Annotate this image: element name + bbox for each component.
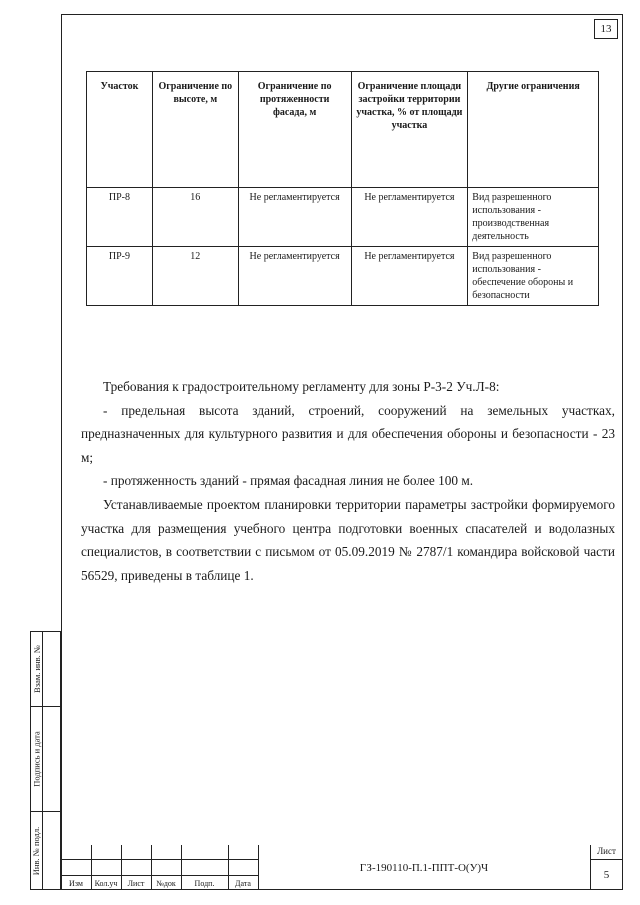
regulation-table <box>86 71 599 306</box>
header-plot: Участок <box>87 72 153 188</box>
paragraph: - протяженность зданий - прямая фасадная линия не более 100 м. <box>103 473 474 489</box>
top-page-number: 13 <box>594 19 618 39</box>
cell-area: Не регламентируется <box>351 247 468 306</box>
paragraph: Устанавливаемые проектом планировки территории параметры застройки формируемого участка для размещения учебного центра подготовки военных спасателей и водолазных специалистов, в соответствии с письмом от 05.09.2019 № 2787/1 командира войсковой части 56529, приведены в таблице 1. <box>81 496 615 583</box>
cell-area: Не регламентируется <box>351 188 468 247</box>
side-label-inv-original: Инв. № подл. <box>31 826 42 875</box>
side-label-signature-date: Подпись и дата <box>31 730 42 787</box>
side-stamp <box>30 631 61 890</box>
table-row <box>87 188 599 247</box>
stamp-col-doc: №док <box>156 879 176 888</box>
cell-plot: ПР-8 <box>87 188 153 247</box>
stamp-col-date: Дата <box>235 879 251 888</box>
side-label-replace-inv: Взам. инв. № <box>31 644 42 693</box>
header-facade-limit: Ограничение по протяженности фасада, м <box>238 72 351 188</box>
cell-height: 12 <box>152 247 238 306</box>
cell-other: Вид разрешенного использования - обеспечение обороны и безопасности <box>468 247 599 306</box>
body-text <box>81 375 615 587</box>
stamp-col-signature: Подп. <box>194 879 215 888</box>
table-header-row <box>87 72 599 188</box>
paragraph: - предельная высота зданий, строений, сооружений на земельных участках, предназначенных для культурного развития и для обеспечения обороны и безопасности - 23 м; <box>81 402 615 465</box>
cell-facade: Не регламентируется <box>238 247 351 306</box>
sheet-number: 5 <box>603 869 610 881</box>
cell-facade: Не регламентируется <box>238 188 351 247</box>
cell-height: 16 <box>152 188 238 247</box>
sheet-label: Лист <box>597 846 616 856</box>
cell-other: Вид разрешенного использования - производственная деятельность <box>468 188 599 247</box>
header-other-limits: Другие ограничения <box>468 72 599 188</box>
cell-plot: ПР-9 <box>87 247 153 306</box>
document-code: ГЗ-190110-П.1-ППТ-О(У)Ч <box>359 861 489 874</box>
header-area-limit: Ограничение площади застройки территории участка, % от площади участка <box>351 72 468 188</box>
paragraph: Требования к градостроительному регламенту для зоны Р-3-2 Уч.Л-8: <box>103 379 500 394</box>
stamp-col-sheet: Лист <box>127 879 145 888</box>
stamp-col-count: Кол.уч <box>94 879 118 888</box>
header-height-limit: Ограничение по высоте, м <box>152 72 238 188</box>
title-block <box>61 845 623 890</box>
table-row <box>87 247 599 306</box>
stamp-col-change: Изм <box>69 879 83 888</box>
